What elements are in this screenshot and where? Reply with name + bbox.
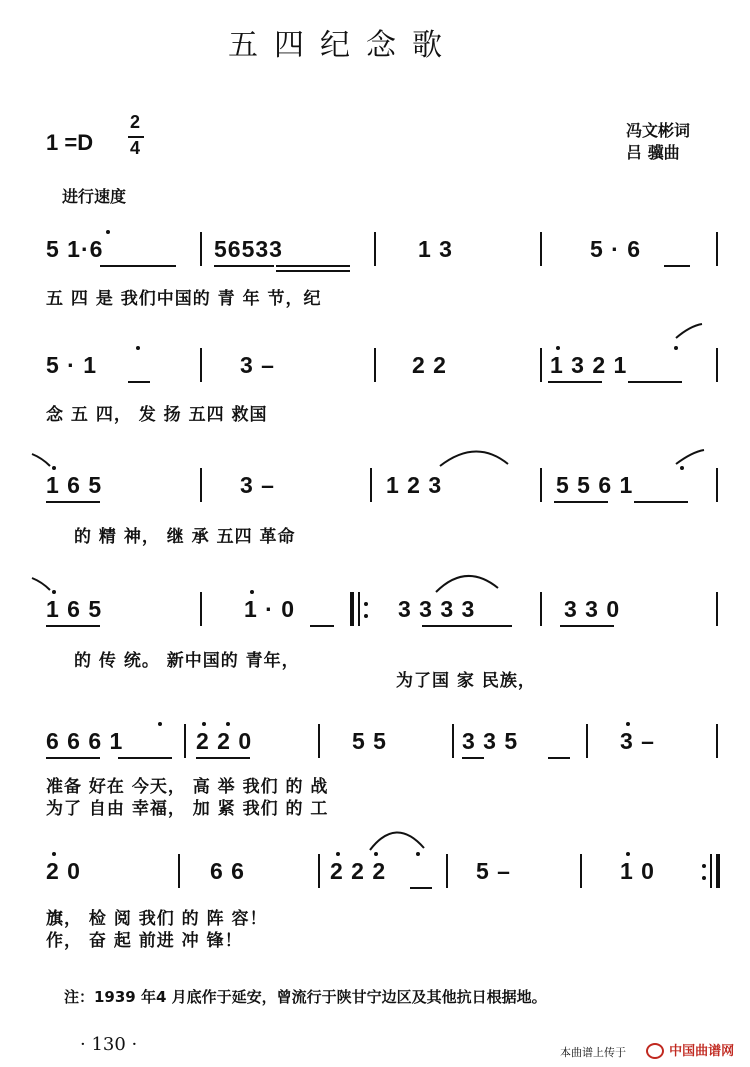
slur: [32, 578, 50, 590]
footnote: 注：1939 年4 月底作于延安，曾流行于陕甘宁边区及其他抗日根据地。: [64, 988, 547, 1006]
upload-text: 本曲谱上传于: [560, 1046, 626, 1059]
row4-lyrics-verse2: 为了国 家 民族，: [396, 671, 536, 691]
row5-measure2: 2 2 0: [196, 728, 253, 754]
row6-measure2: 6 6: [210, 858, 245, 884]
row5-lyrics-verse1: 准备 好在 今天， 高 举 我们 的 战: [46, 777, 329, 797]
time-signature-bottom: 4: [130, 138, 141, 158]
row4-measure2: 1 · 0: [244, 596, 296, 622]
row5-measure5: 3 –: [620, 728, 655, 754]
row2-lyrics: 念 五 四， 发 扬 五四 救国: [46, 405, 268, 425]
lyricist-credit: 冯文彬词: [626, 121, 691, 140]
row2-measure4: 1 3 2 1: [550, 352, 628, 378]
key-signature: 1 =D: [46, 130, 94, 155]
row3-measure3: 1 2 3: [386, 472, 443, 498]
row1-measure4: 5 · 6: [590, 236, 642, 262]
row1-lyrics: 五 四 是 我们中国的 青 年 节，纪: [46, 289, 322, 309]
logo-icon: [646, 1043, 664, 1059]
row1-measure1: 5 1·6: [46, 236, 104, 262]
row6-measure1: 2 0: [46, 858, 81, 884]
row4-measure3: 3 3 3 3: [398, 596, 476, 622]
slur: [676, 324, 702, 338]
slur: [32, 454, 50, 466]
row6-measure5: 1 0: [620, 858, 655, 884]
row6-measure3: 2 2 2: [330, 858, 387, 884]
slur: [440, 451, 508, 466]
composer-credit: 吕 骥曲: [626, 143, 680, 162]
row6-lyrics-verse2: 作， 奋 起 前进 冲 锋！: [46, 931, 243, 951]
row6-measure4: 5 –: [476, 858, 511, 884]
slur: [436, 576, 498, 592]
row5-measure4: 3 3 5: [462, 728, 519, 754]
row3-measure4: 5 5 6 1: [556, 472, 634, 498]
page-number: · 130 ·: [80, 1034, 138, 1055]
site-logo[interactable]: [646, 1040, 734, 1059]
slur: [370, 832, 424, 850]
slur: [676, 450, 704, 464]
row5-measure3: 5 5: [352, 728, 387, 754]
row2-measure2: 3 –: [240, 352, 275, 378]
row6-lyrics-verse1: 旗， 检 阅 我们 的 阵 容！: [46, 909, 268, 929]
row2-measure3: 2 2: [412, 352, 447, 378]
row3-measure1: 1 6 5: [46, 472, 103, 498]
song-title: 五四纪念歌: [228, 28, 458, 63]
row4-measure1: 1 6 5: [46, 596, 103, 622]
row1-measure2: 56533: [214, 236, 283, 262]
row3-measure2: 3 –: [240, 472, 275, 498]
tempo-marking: 进行速度: [62, 187, 127, 206]
row3-lyrics: 的 精 神， 继 承 五四 革命: [74, 527, 296, 547]
time-signature-top: 2: [130, 112, 141, 132]
row1-measure3: 1 3: [418, 236, 453, 262]
row4-lyrics-verse1: 的 传 统。 新中国的 青年，: [74, 651, 300, 671]
row2-measure1: 5 · 1: [46, 352, 98, 378]
logo-text: 中国曲谱网: [669, 1044, 735, 1059]
row4-measure4: 3 3 0: [564, 596, 621, 622]
row5-measure1: 6 6 6 1: [46, 728, 124, 754]
row5-lyrics-verse2: 为了 自由 幸福， 加 紧 我们 的 工: [46, 799, 329, 819]
